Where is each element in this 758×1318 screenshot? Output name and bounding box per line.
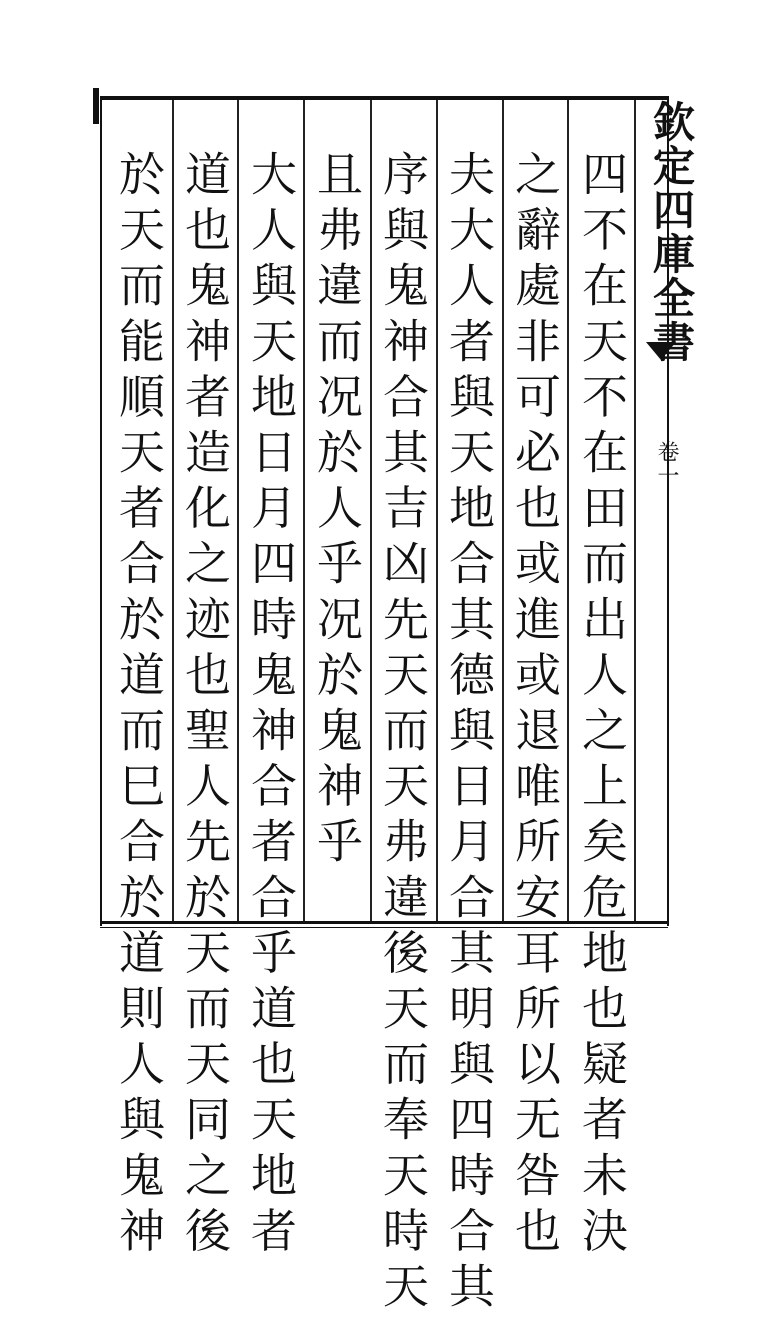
- text-column-3: 夫大人者與天地合其德與日月合其明與四時合其: [442, 150, 496, 1318]
- column-divider: [172, 100, 174, 921]
- column-divider: [237, 100, 239, 921]
- text-column-4: 序與鬼神合其吉凶先天而天弗違後天而奉天時天: [376, 150, 430, 1318]
- text-column-1: 四不在天不在田而出人之上矣危地也疑者未決: [575, 150, 629, 1262]
- column-divider: [567, 100, 569, 921]
- left-border: [100, 96, 102, 926]
- text-column-8: 於天而能順天者合於道而巳合於道則人與鬼神: [112, 150, 166, 1262]
- column-divider: [370, 100, 372, 921]
- margin-divider: [634, 100, 636, 921]
- text-column-7: 道也鬼神者造化之迹也聖人先於天而天同之後: [178, 150, 232, 1262]
- text-column-6: 大人與天地日月四時鬼神合者合乎道也天地者: [244, 150, 298, 1262]
- text-column-2: 之辭處非可必也或進或退唯所安耳所以无咎也: [508, 150, 562, 1262]
- book-title: 欽定四庫全書: [647, 100, 696, 364]
- left-border-mark: [93, 88, 99, 124]
- column-divider: [436, 100, 438, 921]
- top-border: [100, 96, 668, 100]
- fish-tail-mark: [646, 342, 676, 360]
- column-divider: [502, 100, 504, 921]
- juan-label: 卷一: [654, 440, 679, 488]
- column-divider: [303, 100, 305, 921]
- text-column-5: 且弗違而况於人乎况於鬼神乎: [310, 150, 364, 873]
